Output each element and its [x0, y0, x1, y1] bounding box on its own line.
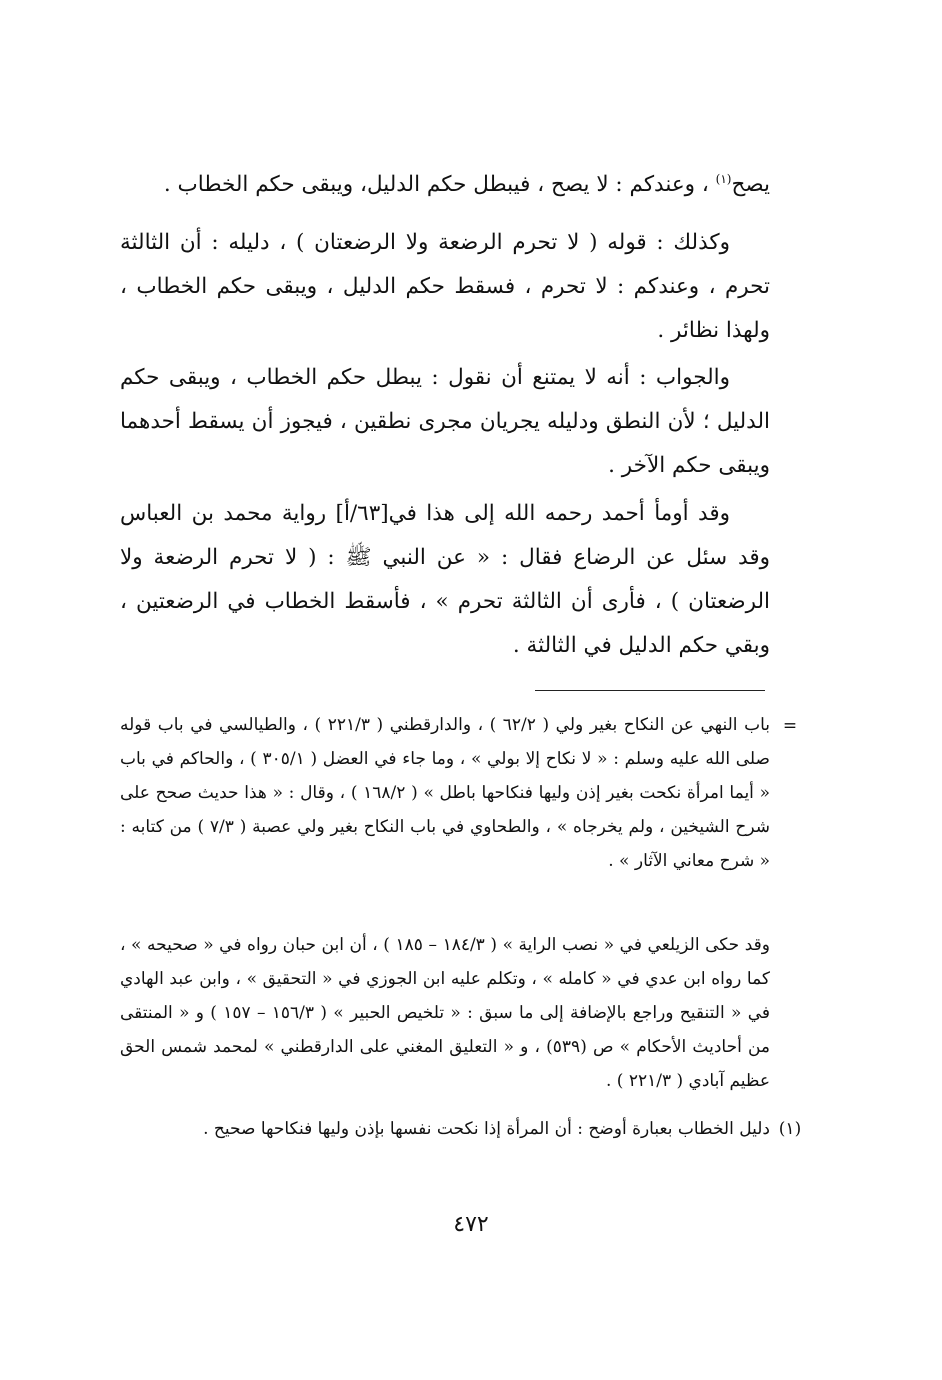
paragraph-4: [120, 492, 770, 668]
footnote-reference-1: (١): [715, 171, 732, 186]
footnote-continuation-1: [120, 708, 770, 878]
paragraph-1-start: يصح: [731, 172, 770, 197]
paragraph-3-text: والجواب : أنه لا يمتنع أن نقول : يبطل حكم الخطاب ، ويبقى حكم الدليل ؛ لأن النطق ودليله يجريان مجرى نطقين ، فيجوز أن يسقط أحدهما ويبقى حكم الآخر .: [120, 365, 770, 478]
footnote-continuation-2: [120, 928, 770, 1098]
footnote-1-text: دليل الخطاب بعبارة أوضح : أن المرأة إذا نكحت نفسها بإذن وليها فنكاحها صحيح .: [203, 1119, 770, 1139]
footnote-1: [120, 1112, 770, 1146]
paragraph-2-text: وكذلك : قوله ( لا تحرم الرضعة ولا الرضعتان ) ، دليله : أن الثالثة تحرم ، وعندكم : لا تحرم ، فسقط حكم الدليل ، ويبقى حكم الخطاب ، ولهذا نظائر .: [120, 230, 770, 343]
paragraph-3: [120, 356, 770, 488]
page-number: ٤٧٢: [453, 1212, 489, 1237]
paragraph-1: [120, 163, 770, 207]
footnote-separator: [535, 690, 765, 691]
paragraph-2: [120, 221, 770, 353]
footnote-continuation-1-text: باب النهي عن النكاح بغير ولي ( ٦٢/٢ ) ، والدارقطني ( ٢٢١/٣ ) ، والطيالسي في باب قوله صلى الله عليه وسلم : « لا نكاح إلا بولي » ، وما جاء في العضل ( ٣٠٥/١ ) ، والحاكم في باب « أيما امرأة نكحت بغير إذن وليها فنكاحها باطل » ( ١٦٨/٢ ) ، وقال : « هذا حديث صحح على شرح الشيخين ، ولم يخرجاه » ، والطحاوي في باب النكاح بغير ولي عصبة ( ٧/٣ ) من كتابه : « شرح معاني الآثار » .: [120, 715, 770, 871]
footnote-1-number: (١): [778, 1119, 802, 1139]
footnote-continuation-marker: =: [782, 716, 798, 736]
paragraph-4-text: وقد أومأ أحمد رحمه الله إلى هذا في[٦٣/أ] رواية محمد بن العباس وقد سئل عن الرضاع فقال : « عن النبي ﷺ : ( لا تحرم الرضعة ولا الرضعتان ) ، فأرى أن الثالثة تحرم » ، فأسقط الخطاب في الرضعتين ، وبقي حكم الدليل في الثالثة .: [120, 501, 770, 658]
paragraph-1-end: ، وعندكم : لا يصح ، فيبطل حكم الدليل، ويبقى حكم الخطاب .: [163, 172, 709, 197]
footnote-continuation-2-text: وقد حكى الزيلعي في « نصب الراية » ( ١٨٤/٣ – ١٨٥ ) ، أن ابن حبان رواه في « صحيحه » ، كما رواه ابن عدي في « كامله » ، وتكلم عليه ابن الجوزي في « التحقيق » ، وابن عبد الهادي في « التنقيح وراجع بالإضافة إلى ما سبق : « تلخيص الحبير » ( ١٥٦/٣ – ١٥٧ ) و « المنتقى من أحاديث الأحكام » ص (٥٣٩) ، و « التعليق المغني على الدارقطني » لمحمد شمس الحق عظيم آبادي ( ٢٢١/٣ ) .: [120, 935, 770, 1091]
